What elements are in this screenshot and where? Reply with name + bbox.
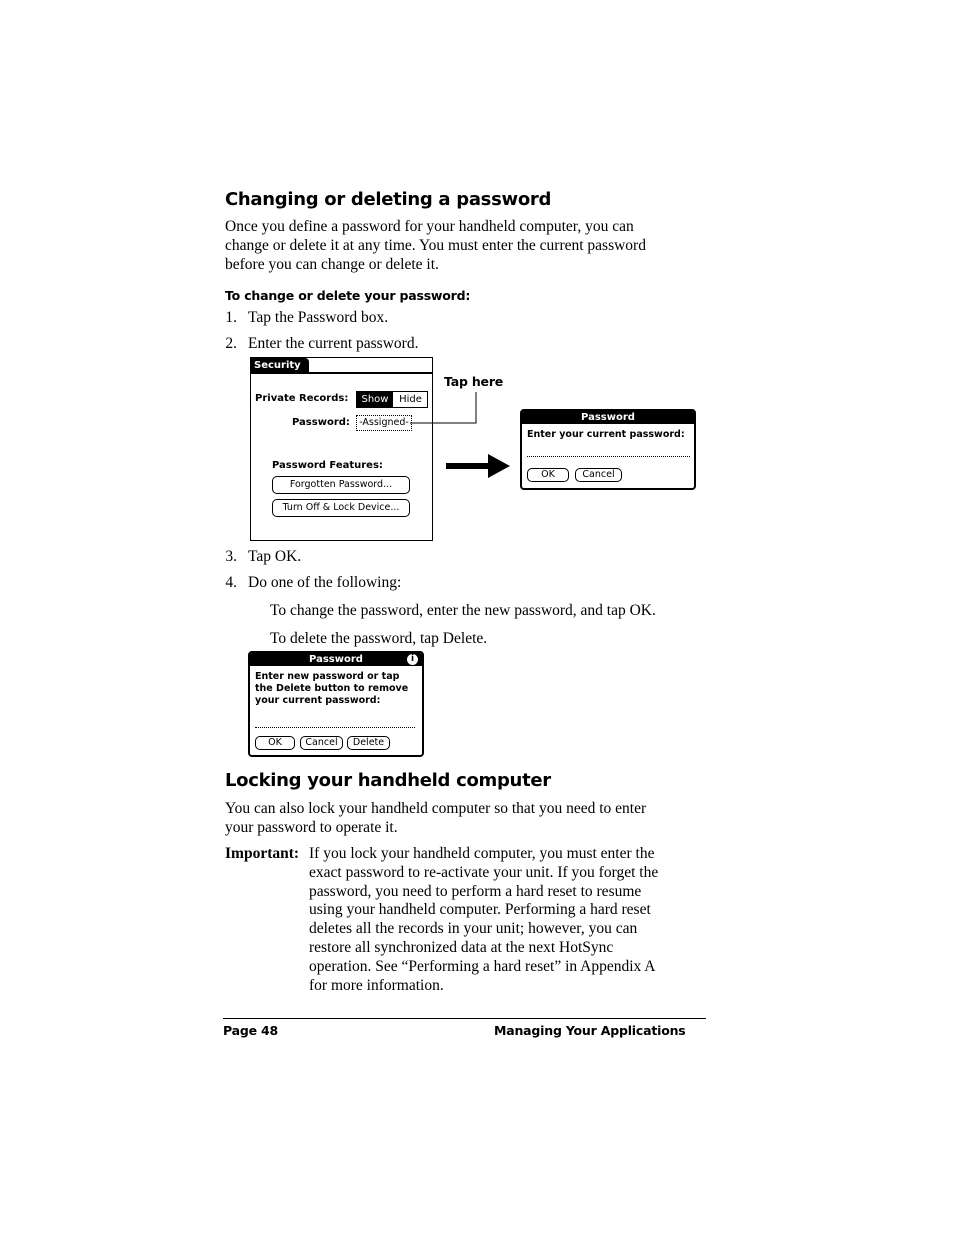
hide-option[interactable]: Hide: [399, 394, 422, 405]
note-line: password, you need to perform a hard reset to resume: [309, 882, 642, 900]
footer-rule: [223, 1018, 706, 1019]
cancel-button[interactable]: Cancel: [300, 736, 343, 750]
intro-line: your password to operate it.: [225, 818, 398, 836]
info-icon[interactable]: i: [407, 654, 418, 665]
dialog-title: Password: [522, 411, 694, 424]
section-intro: [225, 218, 646, 274]
important-label: Important:: [225, 845, 300, 862]
intro-line: change or delete it at any time. You must enter the current password: [225, 236, 646, 254]
note-line: deletes all the records in your unit; however, you can: [309, 920, 638, 938]
step-number: 2.: [225, 335, 237, 352]
ok-button[interactable]: OK: [255, 736, 295, 750]
option-delete: To delete the password, tap Delete.: [270, 630, 488, 647]
dialog-prompt: Enter your current password:: [527, 429, 685, 440]
step-text: Tap the Password box.: [248, 309, 389, 326]
note-line: If you lock your handheld computer, you must enter the: [309, 845, 655, 862]
prompt-line: the Delete button to remove: [255, 683, 409, 695]
new-password-dialog: [248, 651, 424, 757]
password-box[interactable]: -Assigned-: [356, 415, 412, 431]
step-number: 3.: [225, 548, 237, 565]
section-intro: [225, 800, 646, 838]
delete-button[interactable]: Delete: [347, 736, 390, 750]
password-label: Password:: [292, 417, 350, 428]
intro-line: Once you define a password for your handheld computer, you can: [225, 218, 634, 235]
turn-off-lock-button[interactable]: Turn Off & Lock Device...: [272, 499, 410, 517]
step-number: 1.: [225, 309, 237, 326]
intro-line: You can also lock your handheld computer so that you need to enter: [225, 800, 647, 817]
procedure-title: To change or delete your password:: [225, 288, 471, 303]
security-screen: [250, 357, 433, 541]
section-heading-locking: Locking your handheld computer: [225, 770, 551, 791]
show-option[interactable]: Show: [357, 392, 393, 407]
dialog-prompt: [255, 671, 408, 708]
chapter-title: Managing Your Applications: [494, 1023, 686, 1038]
forgotten-password-button[interactable]: Forgotten Password...: [272, 476, 410, 494]
intro-line: before you can change or delete it.: [225, 255, 439, 273]
title-rule: [251, 372, 432, 374]
password-entry-field[interactable]: [255, 727, 415, 728]
step-text: Do one of the following:: [248, 574, 402, 591]
password-features-label: Password Features:: [272, 460, 383, 471]
step-text: Tap OK.: [248, 548, 302, 565]
ok-button[interactable]: OK: [527, 468, 569, 482]
step-text: Enter the current password.: [248, 335, 419, 352]
prompt-line: your current password:: [255, 695, 381, 707]
tap-here-label: Tap here: [444, 374, 504, 389]
right-arrow-icon: [444, 452, 512, 480]
callout-line: [408, 392, 480, 426]
note-line: restore all synchronized data at the next HotSync: [309, 938, 614, 956]
step-number: 4.: [225, 574, 237, 591]
note-line: using your handheld computer. Performing a hard reset: [309, 901, 651, 919]
prompt-line: Enter new password or tap: [255, 671, 400, 682]
note-line: exact password to re-activate your unit. If you forget the: [309, 863, 659, 881]
option-change: To change the password, enter the new password, and tap OK.: [270, 602, 656, 619]
page-number: Page 48: [223, 1023, 279, 1038]
current-password-dialog: [520, 409, 696, 490]
security-tab[interactable]: Security: [251, 358, 309, 373]
private-records-label: Private Records:: [255, 393, 349, 404]
note-line: for more information.: [309, 976, 444, 994]
important-note: [309, 845, 658, 995]
cancel-button[interactable]: Cancel: [575, 468, 622, 482]
note-line: operation. See “Performing a hard reset” in Appendix A: [309, 957, 656, 975]
section-heading-changing: Changing or deleting a password: [225, 189, 552, 210]
password-entry-field[interactable]: [527, 456, 690, 457]
dialog-title: Password: [250, 653, 422, 666]
